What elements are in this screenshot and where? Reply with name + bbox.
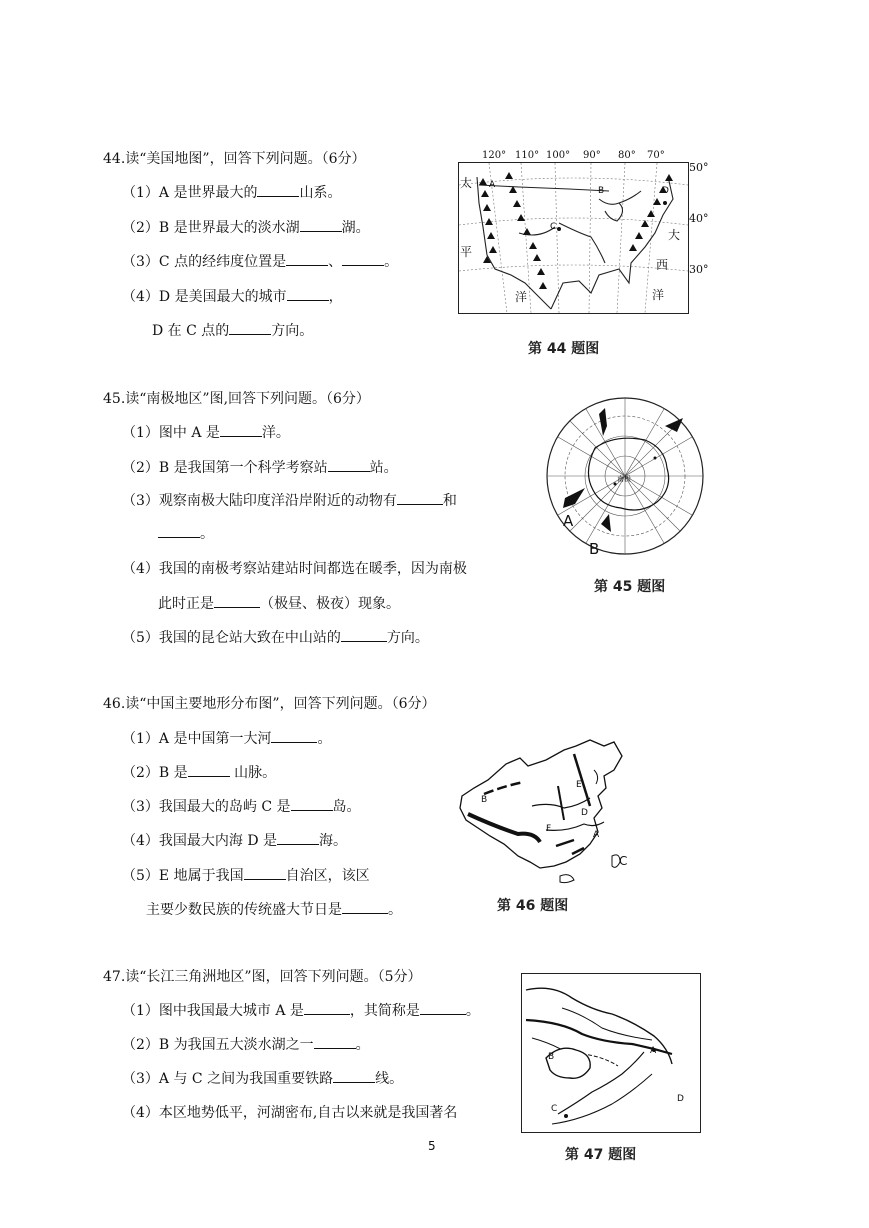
ocean-label: 洋	[652, 288, 665, 302]
q44-item-5: D 在 C 点的 方向。	[152, 320, 313, 340]
page-number: 5	[428, 1139, 436, 1153]
answer-blank[interactable]	[420, 1000, 466, 1015]
q44-item-2: （2）B 是世界最大的淡水湖 湖。	[122, 217, 370, 237]
answer-blank[interactable]	[271, 728, 317, 743]
map-point-label: B	[589, 540, 600, 558]
answer-blank[interactable]	[287, 286, 329, 301]
answer-blank[interactable]	[229, 320, 271, 335]
answer-blank[interactable]	[328, 457, 370, 472]
map-point-label: F	[546, 824, 552, 834]
q45-item-5: （5）我国的昆仑站大致在中山站的 方向。	[122, 627, 429, 647]
q46-title: 46.读“中国主要地形分布图”，回答下列问题。（6分）	[103, 696, 436, 712]
q45-item-3: （3）观察南极大陆印度洋沿岸附近的动物有 和	[122, 490, 457, 510]
answer-blank[interactable]	[286, 251, 328, 266]
map-point-label: B	[481, 795, 488, 805]
q46-item-1: （1）A 是中国第一大河 。	[122, 728, 331, 748]
q47-item-4: （4）本区地势低平，河湖密布,自古以来就是我国著名	[122, 1105, 458, 1121]
map-point-label: D	[662, 186, 669, 196]
q44-item-1: （1）A 是世界最大的 山系。	[122, 182, 341, 202]
q45-title: 45.读“南极地区”图,回答下列问题。（6分）	[103, 391, 370, 407]
answer-blank[interactable]	[214, 593, 260, 608]
map-point-label: A	[489, 180, 496, 190]
answer-blank[interactable]	[300, 217, 342, 232]
answer-blank[interactable]	[244, 865, 286, 880]
answer-blank[interactable]	[304, 1000, 350, 1015]
answer-blank[interactable]	[314, 1034, 356, 1049]
answer-blank[interactable]	[158, 523, 200, 538]
q47-caption: 第 47 题图	[565, 1147, 637, 1163]
answer-blank[interactable]	[220, 422, 262, 437]
q45-item-1: （1）图中 A 是 洋。	[122, 422, 290, 442]
answer-blank[interactable]	[188, 762, 230, 777]
q45-item-2: （2）B 是我国第一个科学考察站 站。	[122, 457, 398, 477]
ocean-label: 平	[460, 245, 473, 259]
map-point-label: B	[598, 186, 605, 196]
lat-label-50: 50°	[689, 161, 709, 174]
map-point-label: B	[548, 1052, 555, 1062]
map-point-label: C	[550, 222, 557, 232]
q47-item-3: （3）A 与 C 之间为我国重要铁路 线。	[122, 1068, 403, 1088]
map-point-label: E	[576, 780, 582, 790]
q45-item-4b: 此时正是 （极昼、极夜）现象。	[158, 593, 400, 613]
map-point-label: A	[650, 1046, 657, 1056]
map-point-label: D	[581, 808, 588, 818]
answer-blank[interactable]	[277, 830, 319, 845]
answer-blank[interactable]	[291, 796, 333, 811]
ocean-label: 洋	[515, 290, 528, 304]
ocean-label: 大	[668, 228, 681, 242]
answer-blank[interactable]	[333, 1068, 375, 1083]
q46-caption: 第 46 题图	[497, 898, 569, 914]
q46-item-4: （4）我国最大内海 D 是 海。	[122, 830, 347, 850]
q46-item-2: （2）B 是 山脉。	[122, 762, 276, 782]
answer-blank[interactable]	[257, 182, 299, 197]
q46-item-5b: 主要少数民族的传统盛大节日是 。	[146, 899, 402, 919]
pole-label: 南极	[617, 475, 631, 483]
lat-label-30: 30°	[689, 263, 709, 276]
lat-label-40: 40°	[689, 212, 709, 225]
q44-item-3: （3）C 点的经纬度位置是 、 。	[122, 251, 398, 271]
q45-item-4: （4）我国的南极考察站建站时间都选在暖季，因为南极	[122, 561, 467, 577]
china-map	[454, 736, 644, 886]
map-point-label: A	[593, 830, 600, 840]
q47-item-1: （1）图中我国最大城市 A 是 ，其简称是 。	[122, 1000, 480, 1020]
answer-blank[interactable]	[397, 490, 443, 505]
q44-item-4: （4）D 是美国最大的城市 ，	[122, 286, 343, 306]
answer-blank[interactable]	[342, 251, 384, 266]
q44-caption: 第 44 题图	[528, 341, 600, 357]
map-point-label: C	[551, 1104, 558, 1114]
q46-item-3: （3）我国最大的岛屿 C 是 岛。	[122, 796, 361, 816]
q44-title: 44.读“美国地图”，回答下列问题。（6分）	[103, 151, 366, 167]
map-point-label: C	[619, 854, 628, 868]
map-point-label: A	[563, 512, 574, 530]
q45-caption: 第 45 题图	[594, 579, 666, 595]
ocean-label: 太	[460, 176, 473, 190]
map-point-label: D	[677, 1094, 684, 1104]
q47-item-2: （2）B 为我国五大淡水湖之一 。	[122, 1034, 370, 1054]
q45-item-3b: 。	[158, 523, 214, 543]
q47-title: 47.读“长江三角洲地区”图，回答下列问题。（5分）	[103, 969, 422, 985]
answer-blank[interactable]	[341, 627, 387, 642]
answer-blank[interactable]	[342, 899, 388, 914]
q46-item-5: （5）E 地属于我国 自治区，该区	[122, 865, 370, 885]
ocean-label: 西	[656, 258, 669, 272]
